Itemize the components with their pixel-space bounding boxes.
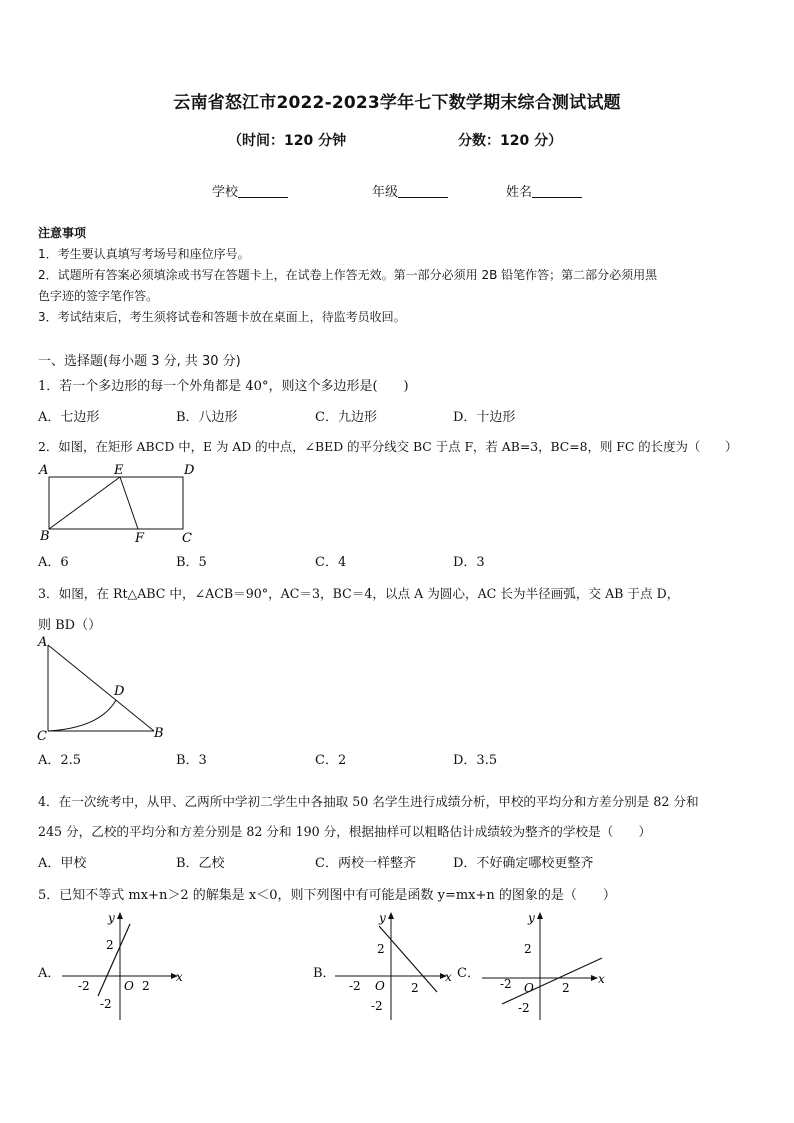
label-c: C — [182, 531, 192, 546]
q4-option-a[interactable]: A．甲校 — [38, 856, 87, 871]
q4-option-d[interactable]: D．不好确定哪校更整齐 — [453, 856, 594, 871]
tick-neg2-y: -2 — [518, 1001, 530, 1015]
tick-2-y: 2 — [377, 942, 385, 956]
x-label: x — [598, 972, 605, 986]
q3-option-d[interactable]: D．3.5 — [453, 753, 498, 768]
origin-label: O — [524, 981, 534, 995]
y-label: y — [108, 911, 115, 925]
grade-label: 年级 — [372, 185, 399, 200]
q5-option-b[interactable]: B． — [313, 966, 336, 981]
tick-neg2-x: -2 — [78, 979, 90, 993]
exam-time: （时间：120 分钟 — [228, 133, 347, 149]
origin-label: O — [124, 979, 134, 993]
q1-option-b[interactable]: B．八边形 — [176, 410, 238, 425]
school-blank — [238, 185, 288, 198]
note-item: 1．考生要认真填写考场号和座位序号。 — [38, 247, 250, 261]
q5-option-a[interactable]: A． — [38, 966, 61, 981]
note-item: 3．考试结束后，考生须将试卷和答题卡放在桌面上，待监考员收回。 — [38, 310, 406, 324]
name-label: 姓名 — [506, 185, 533, 200]
question-5: 5．已知不等式 mx+n＞2 的解集是 x＜0，则下列图中有可能是函数 y=mx+n 的图象的是（ ） — [38, 888, 616, 903]
q2-option-a[interactable]: A．6 — [38, 555, 69, 570]
grade-field — [372, 181, 448, 200]
origin-label: O — [375, 979, 385, 993]
tick-2-y: 2 — [524, 942, 532, 956]
q2-option-b[interactable]: B．5 — [176, 555, 207, 570]
question-4: 4．在一次统考中，从甲、乙两所中学初二学生中各抽取 50 名学生进行成绩分析，甲校的平均分和方差分别是 82 分和 — [38, 794, 699, 809]
tick-2-x: 2 — [142, 979, 150, 993]
x-label: x — [176, 970, 183, 984]
section-heading: 一、选择题(每小题 3 分, 共 30 分) — [38, 354, 241, 369]
label-d: D — [114, 684, 125, 699]
question-3-line2: 则 BD（） — [38, 618, 102, 633]
q1-option-a[interactable]: A．七边形 — [38, 410, 100, 425]
label-a: A — [39, 463, 49, 478]
y-label: y — [379, 911, 386, 925]
name-field — [506, 181, 582, 200]
label-e: E — [114, 463, 124, 478]
page-title: 云南省怒江市2022-2023学年七下数学期末综合测试试题 — [173, 93, 621, 113]
label-a: A — [38, 635, 48, 650]
tick-2-x: 2 — [562, 981, 570, 995]
label-b: B — [154, 726, 164, 741]
question-1: 1．若一个多边形的每一个外角都是 40°，则这个多边形是( ) — [38, 379, 409, 394]
school-label: 学校 — [212, 185, 239, 200]
q2-option-c[interactable]: C．4 — [315, 555, 347, 570]
grade-blank — [398, 185, 448, 198]
q3-option-c[interactable]: C．2 — [315, 753, 347, 768]
q2-option-d[interactable]: D．3 — [453, 555, 485, 570]
q1-option-d[interactable]: D．十边形 — [453, 410, 516, 425]
exam-score: 分数：120 分） — [458, 133, 563, 149]
y-label: y — [528, 911, 535, 925]
tick-neg2-y: -2 — [371, 999, 383, 1013]
q4-option-c[interactable]: C．两校一样整齐 — [315, 856, 416, 871]
question-2: 2．如图，在矩形 ABCD 中，E 为 AD 的中点，∠BED 的平分线交 BC 于点 F，若 AB=3，BC=8，则 FC 的长度为（ ） — [38, 439, 738, 454]
q3-option-b[interactable]: B．3 — [176, 753, 207, 768]
question-4-line2: 245 分，乙校的平均分和方差分别是 82 分和 190 分，根据抽样可以粗略估计成绩较为整齐的学校是（ ） — [38, 824, 652, 839]
graph-a — [58, 908, 188, 1026]
note-item: 2．试题所有答案必须填涂或书写在答题卡上，在试卷上作答无效。第一部分必须用 2B 铅笔作答；第二部分必须用黑 — [38, 268, 658, 282]
q1-option-c[interactable]: C．九边形 — [315, 410, 377, 425]
triangle-figure — [34, 632, 174, 744]
label-b: B — [40, 529, 50, 544]
q3-option-a[interactable]: A．2.5 — [38, 753, 82, 768]
q4-option-b[interactable]: B．乙校 — [176, 856, 225, 871]
tick-neg2-x: -2 — [500, 977, 512, 991]
graph-c — [478, 908, 610, 1026]
label-c: C — [37, 729, 47, 744]
tick-neg2-y: -2 — [100, 997, 112, 1011]
q5-option-c[interactable]: C． — [457, 966, 480, 981]
x-label: x — [445, 970, 452, 984]
notes-heading: 注意事项 — [38, 226, 87, 240]
name-blank — [532, 185, 582, 198]
tick-2-x: 2 — [411, 981, 419, 995]
note-item: 色字迹的签字笔作答。 — [38, 289, 159, 303]
label-f: F — [135, 531, 145, 546]
graph-b — [331, 908, 457, 1026]
rectangle-figure — [36, 460, 196, 548]
label-d: D — [184, 463, 195, 478]
question-3: 3．如图，在 Rt△ABC 中，∠ACB＝90°，AC＝3，BC＝4，以点 A 为圆心，AC 长为半径画弧，交 AB 于点 D， — [38, 586, 680, 601]
tick-2-y: 2 — [106, 938, 114, 952]
tick-neg2-x: -2 — [349, 979, 361, 993]
school-field — [212, 181, 288, 200]
